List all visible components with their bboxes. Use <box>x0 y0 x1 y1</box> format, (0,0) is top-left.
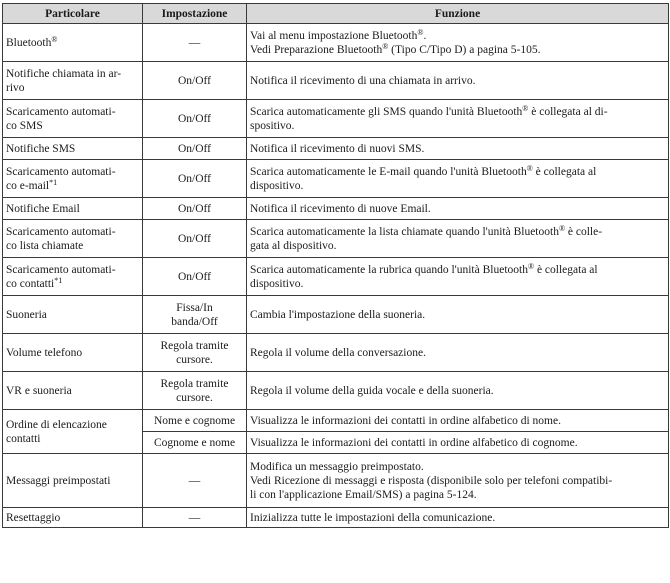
row-function: Vai al menu impostazione Bluetooth®. Vedi Preparazione Bluetooth® (Tipo C/Tipo D) a pagina 5-105. <box>247 24 669 62</box>
row-item: Bluetooth® <box>3 24 143 62</box>
row-item: Ordine di elencazione contatti <box>3 410 143 454</box>
row-item: Resettaggio <box>3 508 143 528</box>
table-row <box>3 334 669 372</box>
row-function: Scarica automaticamente le E-mail quando l'unità Bluetooth® è collegata al dispositivo. <box>247 160 669 198</box>
row-setting: — <box>143 454 247 508</box>
row-setting: On/Off <box>143 138 247 160</box>
row-setting: Regola tramite cursore. <box>143 334 247 372</box>
bluetooth-settings-table <box>2 3 669 528</box>
table-row <box>3 454 669 508</box>
row-setting: — <box>143 24 247 62</box>
row-function: Notifica il ricevimento di nuove Email. <box>247 198 669 220</box>
row-function: Cambia l'impostazione della suoneria. <box>247 296 669 334</box>
row-setting: Cognome e nome <box>143 432 247 454</box>
header-impostazione: Impostazione <box>143 4 247 24</box>
row-setting: On/Off <box>143 62 247 100</box>
row-item: Notifiche chiamata in ar- rivo <box>3 62 143 100</box>
table-row <box>3 372 669 410</box>
table-row <box>3 296 669 334</box>
row-function: Modifica un messaggio preimpostato. Vedi Ricezione di messaggi e risposta (disponibile solo per telefoni compatibi- li con l'applicazione Email/SMS) a pagina 5-124. <box>247 454 669 508</box>
row-function: Notifica il ricevimento di una chiamata in arrivo. <box>247 62 669 100</box>
row-setting: Fissa/In banda/Off <box>143 296 247 334</box>
row-function: Notifica il ricevimento di nuovi SMS. <box>247 138 669 160</box>
table-row <box>3 160 669 198</box>
table-row <box>3 62 669 100</box>
row-function: Visualizza le informazioni dei contatti in ordine alfabetico di nome. <box>247 410 669 432</box>
row-setting: On/Off <box>143 198 247 220</box>
row-function: Inizializza tutte le impostazioni della comunicazione. <box>247 508 669 528</box>
row-setting: On/Off <box>143 258 247 296</box>
settings-table-container <box>2 3 668 528</box>
row-item: Messaggi preimpostati <box>3 454 143 508</box>
row-function: Regola il volume della conversazione. <box>247 334 669 372</box>
header-particolare: Particolare <box>3 4 143 24</box>
row-item: Scaricamento automati- co e-mail$^{*1}$ <box>3 160 143 198</box>
row-function: Scarica automaticamente gli SMS quando l'unità Bluetooth® è collegata al di- spositivo. <box>247 100 669 138</box>
row-setting: Nome e cognome <box>143 410 247 432</box>
row-setting: On/Off <box>143 160 247 198</box>
table-header-row <box>3 4 669 24</box>
table-row <box>3 24 669 62</box>
row-function: Scarica automaticamente la rubrica quando l'unità Bluetooth® è collegata al dispositivo. <box>247 258 669 296</box>
row-setting: On/Off <box>143 100 247 138</box>
row-setting: Regola tramite cursore. <box>143 372 247 410</box>
row-item: Volume telefono <box>3 334 143 372</box>
table-row <box>3 508 669 528</box>
table-row <box>3 258 669 296</box>
row-item: Scaricamento automati- co SMS <box>3 100 143 138</box>
table-row <box>3 100 669 138</box>
row-function: Regola il volume della guida vocale e della suoneria. <box>247 372 669 410</box>
header-funzione: Funzione <box>247 4 669 24</box>
table-row <box>3 198 669 220</box>
row-function: Visualizza le informazioni dei contatti in ordine alfabetico di cognome. <box>247 432 669 454</box>
row-function: Scarica automaticamente la lista chiamate quando l'unità Bluetooth® è colle- gata al dispositivo. <box>247 220 669 258</box>
row-item: Notifiche Email <box>3 198 143 220</box>
row-item: Suoneria <box>3 296 143 334</box>
row-item: VR e suoneria <box>3 372 143 410</box>
row-item: Scaricamento automati- co lista chiamate <box>3 220 143 258</box>
row-item: Scaricamento automati- co contatti$^{*1}$ <box>3 258 143 296</box>
row-item: Notifiche SMS <box>3 138 143 160</box>
table-row <box>3 138 669 160</box>
row-setting: — <box>143 508 247 528</box>
row-setting: On/Off <box>143 220 247 258</box>
table-row <box>3 220 669 258</box>
table-row <box>3 410 669 432</box>
